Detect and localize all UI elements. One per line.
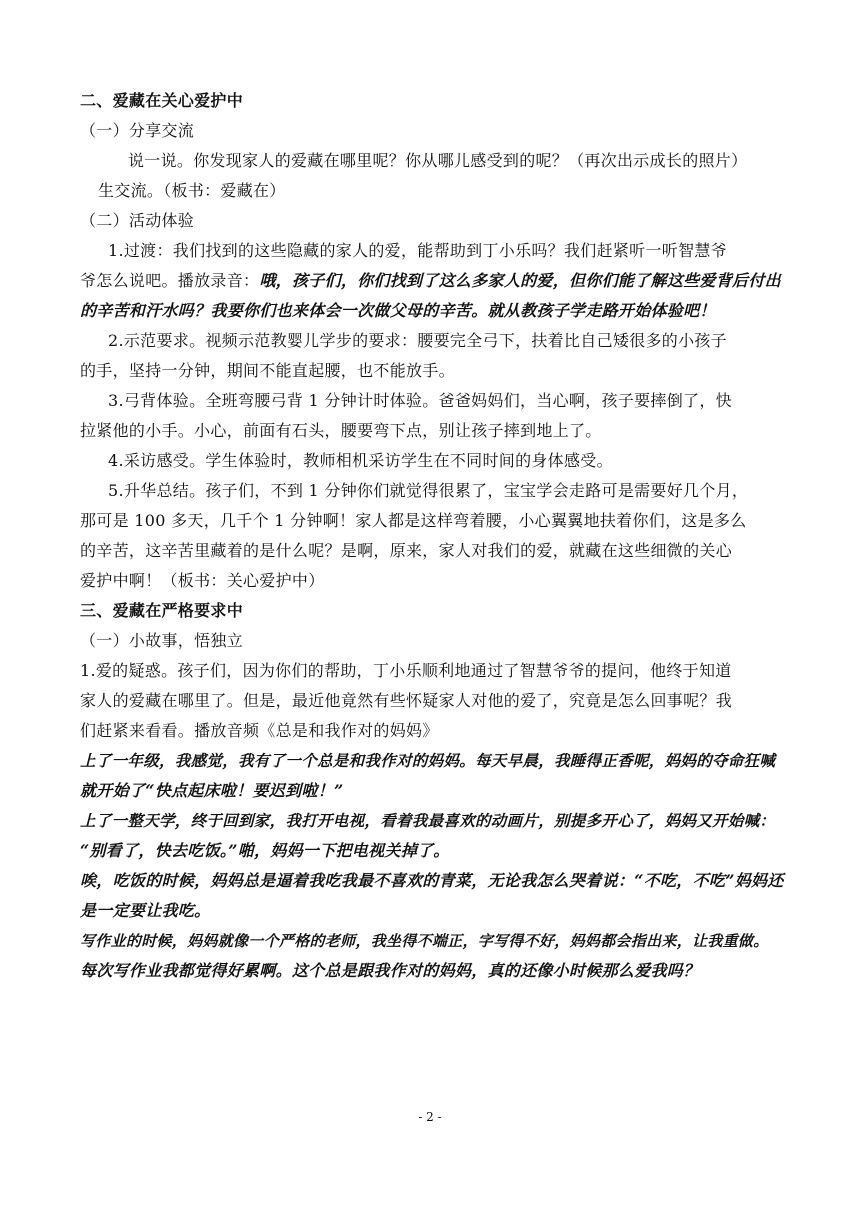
paragraph-line: 2.示范要求。视频示范教婴儿学步的要求：腰要完全弓下，扶着比自己矮很多的小孩子 <box>108 331 727 350</box>
section-heading-3: 三、爱藏在严格要求中 <box>80 601 244 620</box>
paragraph-line: 爱护中啊！（板书：关心爱护中） <box>80 571 325 590</box>
recording-quote: 哦，孩子们，你们找到了这么多家人的爱，但你们能了解这些爱背后付出 <box>259 271 781 290</box>
paragraph-line <box>80 266 790 296</box>
document-page <box>80 86 790 986</box>
paragraph-line: 1.爱的疑惑。孩子们，因为你们的帮助，丁小乐顺利地通过了智慧爷爷的提问，他终于知道 <box>80 661 732 680</box>
paragraph-line: 拉紧他的小手。小心，前面有石头，腰要弯下点，别让孩子摔到地上了。 <box>80 421 602 440</box>
paragraph-line: 那可是 100 多天，几千个 1 分钟啊！家人都是这样弯着腰，小心翼翼地扶着你们，这是多么 <box>80 511 747 530</box>
subheading-share: （一）分享交流 <box>80 121 195 140</box>
paragraph-line: 5.升华总结。孩子们，不到 1 分钟你们就觉得很累了，宝宝学会走路可是需要好几个月， <box>108 481 749 500</box>
story-quote-line: 是一定要让我吃。 <box>80 901 211 920</box>
paragraph-line: 说一说。你发现家人的爱藏在哪里呢？你从哪儿感受到的呢？（再次出示成长的照片） <box>128 151 748 170</box>
section-heading-2: 二、爱藏在关心爱护中 <box>80 91 244 110</box>
story-quote-line: “别看了，快去吃饭。”啪，妈妈一下把电视关掉了。 <box>80 841 450 860</box>
paragraph-line: 生交流。（板书：爱藏在） <box>98 181 286 200</box>
story-quote-line: 每次写作业我都觉得好累啊。这个总是跟我作对的妈妈，真的还像小时候那么爱我吗？ <box>80 961 700 980</box>
subheading-story: （一）小故事，悟独立 <box>80 631 244 650</box>
paragraph-line: 的手，坚持一分钟，期间不能直起腰，也不能放手。 <box>80 361 455 380</box>
paragraph-line: 3.弓背体验。全班弯腰弓背 1 分钟计时体验。爸爸妈妈们，当心啊，孩子要摔倒了，快 <box>108 391 732 410</box>
story-quote-line: 上了一年级，我感觉，我有了一个总是和我作对的妈妈。每天早晨，我睡得正香呢，妈妈的夺命狂喊 <box>80 751 776 770</box>
subheading-activity: （二）活动体验 <box>80 211 195 230</box>
paragraph-line: 家人的爱藏在哪里了。但是，最近他竟然有些怀疑家人对他的爱了，究竟是怎么回事呢？我 <box>80 691 733 710</box>
story-quote-line: 写作业的时候，妈妈就像一个严格的老师，我坐得不端正，字写得不好，妈妈都会指出来，让我重做。 <box>80 932 769 950</box>
paragraph-line: 4.采访感受。学生体验时，教师相机采访学生在不同时间的身体感受。 <box>108 451 613 470</box>
story-quote-line: 上了一整天学，终于回到家，我打开电视，看着我最喜欢的动画片，别提多开心了，妈妈又开始喊： <box>80 811 776 830</box>
page-number: - 2 - <box>418 1110 442 1124</box>
paragraph-line: 们赶紧来看看。播放音频《总是和我作对的妈妈》 <box>80 721 439 740</box>
story-quote-line: 就开始了“快点起床啦！要迟到啦！” <box>80 781 344 800</box>
paragraph-line: 的辛苦，这辛苦里藏着的是什么呢？是啊，原来，家人对我们的爱，就藏在这些细微的关心 <box>80 541 733 560</box>
recording-quote-line: 的辛苦和汗水吗？我要你们也来体会一次做父母的辛苦。就从教孩子学走路开始体验吧！ <box>80 301 716 320</box>
story-quote-line: 唉，吃饭的时候，妈妈总是逼着我吃我最不喜欢的青菜，无论我怎么哭着说：“不吃，不吃”妈妈还 <box>80 871 784 890</box>
paragraph-line: 1.过渡：我们找到的这些隐藏的家人的爱，能帮助到丁小乐吗？我们赶紧听一听智慧爷 <box>108 241 727 260</box>
paragraph-text: 爷怎么说吧。播放录音： <box>80 271 260 290</box>
